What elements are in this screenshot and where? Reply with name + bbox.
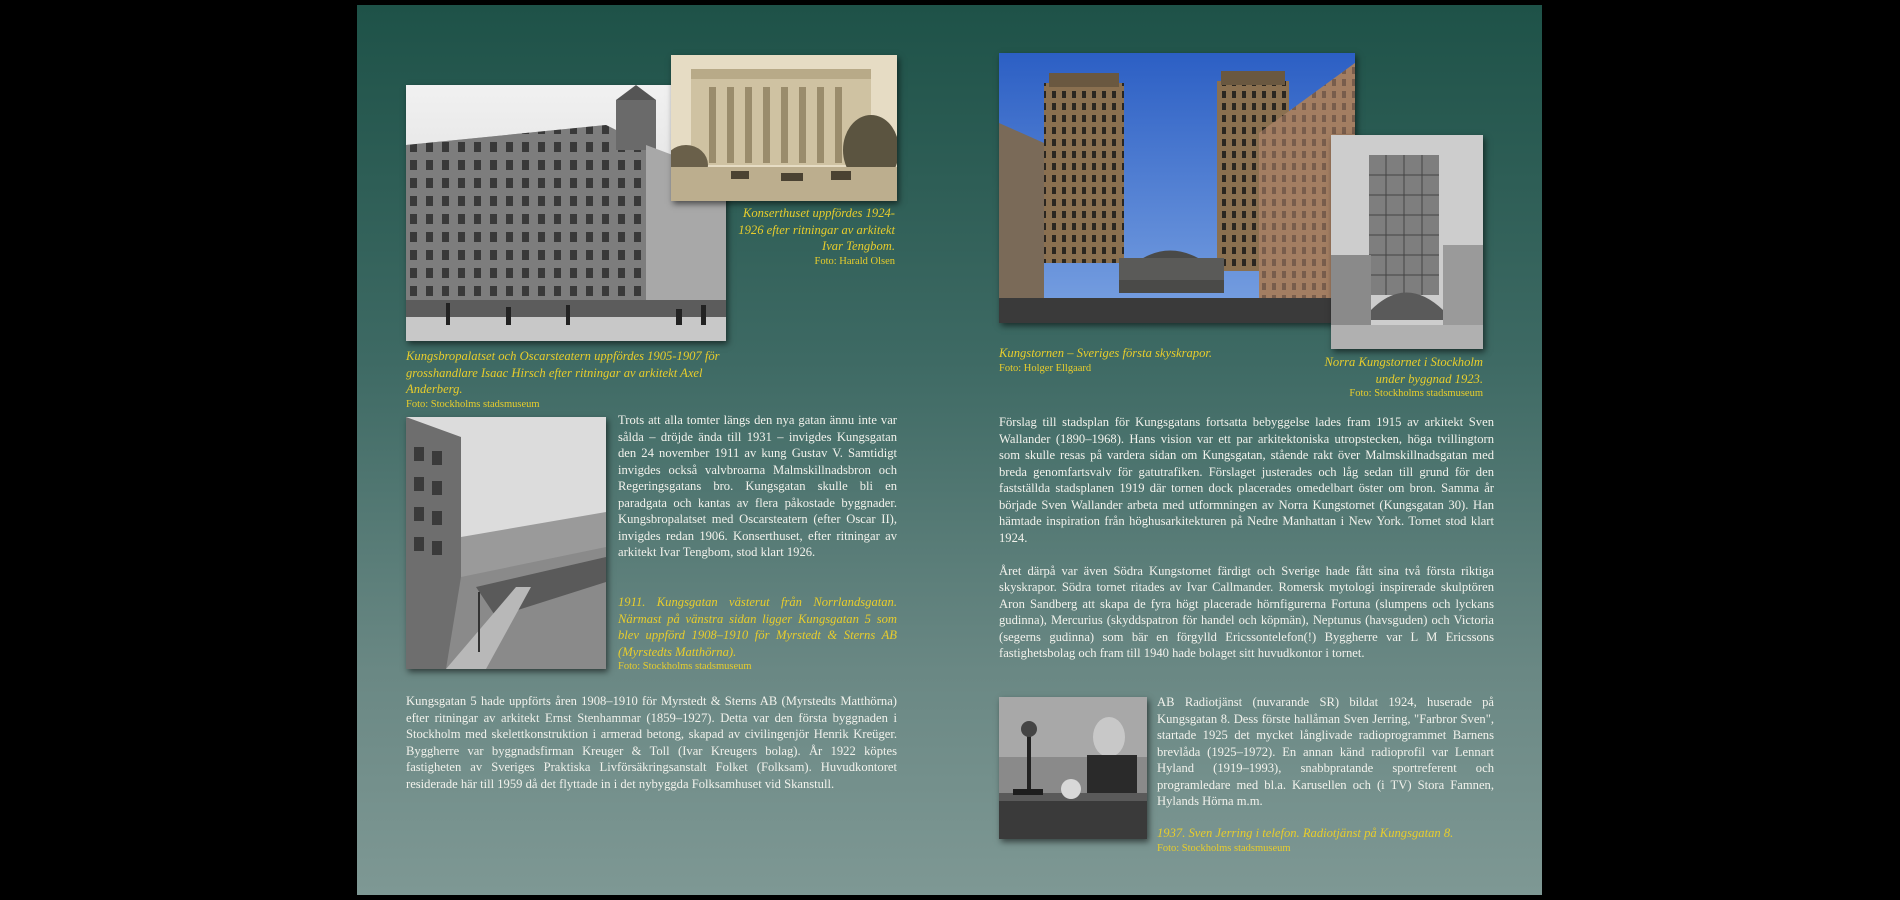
konserthuset-photo [671, 55, 897, 201]
kungsgatan-1911-caption [618, 594, 897, 674]
jerring-caption [1157, 825, 1494, 856]
jerring-caption-text: 1937. Sven Jerring i telefon. Radiotjänst på Kungsgatan 8. [1157, 826, 1454, 840]
right-paragraph-2: Året därpå var även Södra Kungstornet färdigt och Sverige hade fått sina två första riktiga skyskrapor. Södra tornet ritades av Ivar Callmander. Romersk mytologi inspirerade skulptören Aron Sandberg att skapa de fyra högt placerade hörnfigurerna Fortuna (slumpens och lyckans gudinna), Mercurius (skyddspatron för handel och köpmän), Neptunus (havsguden) och Victoria (segerns gudinna) som bär en förgylld Ericssontelefon(!) Byggherre var L M Ericssons fastighetsbolag och fram till 1940 hade bolaget sitt huvudkontor i tornet. [999, 563, 1494, 660]
kungsbropalatset-caption-text: Kungsbropalatset och Oscarsteatern uppfördes 1905-1907 för grosshandlare Isaac Hirsch efter ritningar av arkitekt Axel Anderberg. [406, 349, 720, 396]
konserthuset-caption [732, 205, 895, 269]
konserthuset-credit: Foto: Harald Olsen [814, 255, 895, 267]
radiotjanst-text [1157, 694, 1494, 826]
left-intro-text [618, 412, 897, 577]
norra-kungstornet-photo [1331, 135, 1483, 349]
kungstornen-credit: Foto: Holger Ellgaard [999, 362, 1092, 374]
kungstornen-caption [999, 345, 1259, 376]
kungstornen-photo [999, 53, 1355, 323]
left-bottom-paragraph: Kungsgatan 5 hade uppförts åren 1908–1910 för Myrstedt & Sterns AB (Myrstedts Matthörna) efter ritningar av arkitekt Ernst Stenhammar (1859–1927). Detta var den första byggnaden i Stockholm med skelettkonstruktion i armerad betong, skapad av civilingenjör Henrik Kreüger. Byggherre var byggnadsfirman Kreuger & Toll (Ivar Kreugers bolag). År 1922 köptes fastigheten av Sveriges Praktiska Livförsäkringsanstalt Folket (Folksam). Huvudkontoret residerade här till 1959 då det flyttade in i det nybyggda Folksamhuset vid Skanstull. [406, 694, 897, 791]
kungsbropalatset-caption [406, 348, 731, 412]
kungsgatan-1911-photo [406, 417, 606, 669]
konserthuset-caption-text: Konserthuset uppfördes 1924-1926 efter ritningar av arkitekt Ivar Tengbom. [738, 206, 895, 253]
right-paragraph-1: Förslag till stadsplan för Kungsgatans fortsatta bebyggelse lades fram 1915 av arkitekt Sven Wallander (1890–1968). Hans vision var ett par arkitektoniska utropstecken, höga tvillingtorn som skulle resas på vardera sidan om Kungsgatan, stående rakt över Malmskillnadsgatan med breda genomfartsvalv för gatutrafiken. Förslaget justerades och låg sedan till grund för den fastställda stadsplanen 1919 där tornen dock placerades omedelbart öster om bron. Samma år började Sven Wallander arbeta med utformningen av Norra Kungstornet (Kungsgatan 30). Han hämtade inspiration från höghusarkitekturen på Nedre Manhattan i New York. Tornet stod klart 1924. [999, 415, 1494, 545]
left-bottom-text [406, 693, 897, 809]
jerring-credit: Foto: Stockholms stadsmuseum [1157, 842, 1291, 854]
norra-kungstornet-credit: Foto: Stockholms stadsmuseum [1349, 388, 1483, 399]
norra-kungstornet-caption [1307, 354, 1483, 401]
kungsgatan-1911-credit: Foto: Stockholms stadsmuseum [618, 661, 752, 672]
right-body-text [999, 414, 1494, 678]
kungsgatan-1911-caption-text: 1911. Kungsgatan västerut från Norrlandsgatan. Närmast på vänstra sidan ligger Kungsgatan 5 som blev uppförd 1908–1910 för Myrstedt & Sterns AB (Myrstedts Matthörna). [618, 595, 897, 659]
book-spread [357, 5, 1542, 895]
kungstornen-caption-text: Kungstornen – Sveriges första skyskrapor. [999, 346, 1213, 360]
norra-kungstornet-caption-text: Norra Kungstornet i Stockholm under byggnad 1923. [1324, 355, 1483, 386]
jerring-photo [999, 697, 1147, 839]
right-paragraph-3: AB Radiotjänst (nuvarande SR) bildat 1924, huserade på Kungsgatan 8. Dess förste hallåman Sven Jerring, "Farbror Sven", startade 1925 det mycket långlivade radioprogrammet Barnens brevlåda (1925–1972). En annan känd radioprofil var Lennart Hyland (1919–1993), snabbpratande sportreferent och programledare med bl.a. Karusellen och (i TV) Stora Famnen, Hylands Hörna m.m. [1157, 695, 1494, 808]
kungsbropalatset-credit: Foto: Stockholms stadsmuseum [406, 398, 540, 410]
left-intro-paragraph: Trots att alla tomter längs den nya gatan ännu inte var sålda – dröjde ända till 1931 – invigdes Kungsgatan den 24 november 1911 av kung Gustav V. Samtidigt invigdes också valvbroarna Malmskillnadsbron och Regeringsgatans bro. Kungsgatan skulle bli en paradgata och kantas av flera påkostade byggnader. Kungsbropalatset med Oscarsteatern (efter Oscar II), invigdes redan 1906. Konserthuset, efter ritningar av arkitekt Ivar Tengbom, stod klart 1926. [618, 413, 897, 559]
